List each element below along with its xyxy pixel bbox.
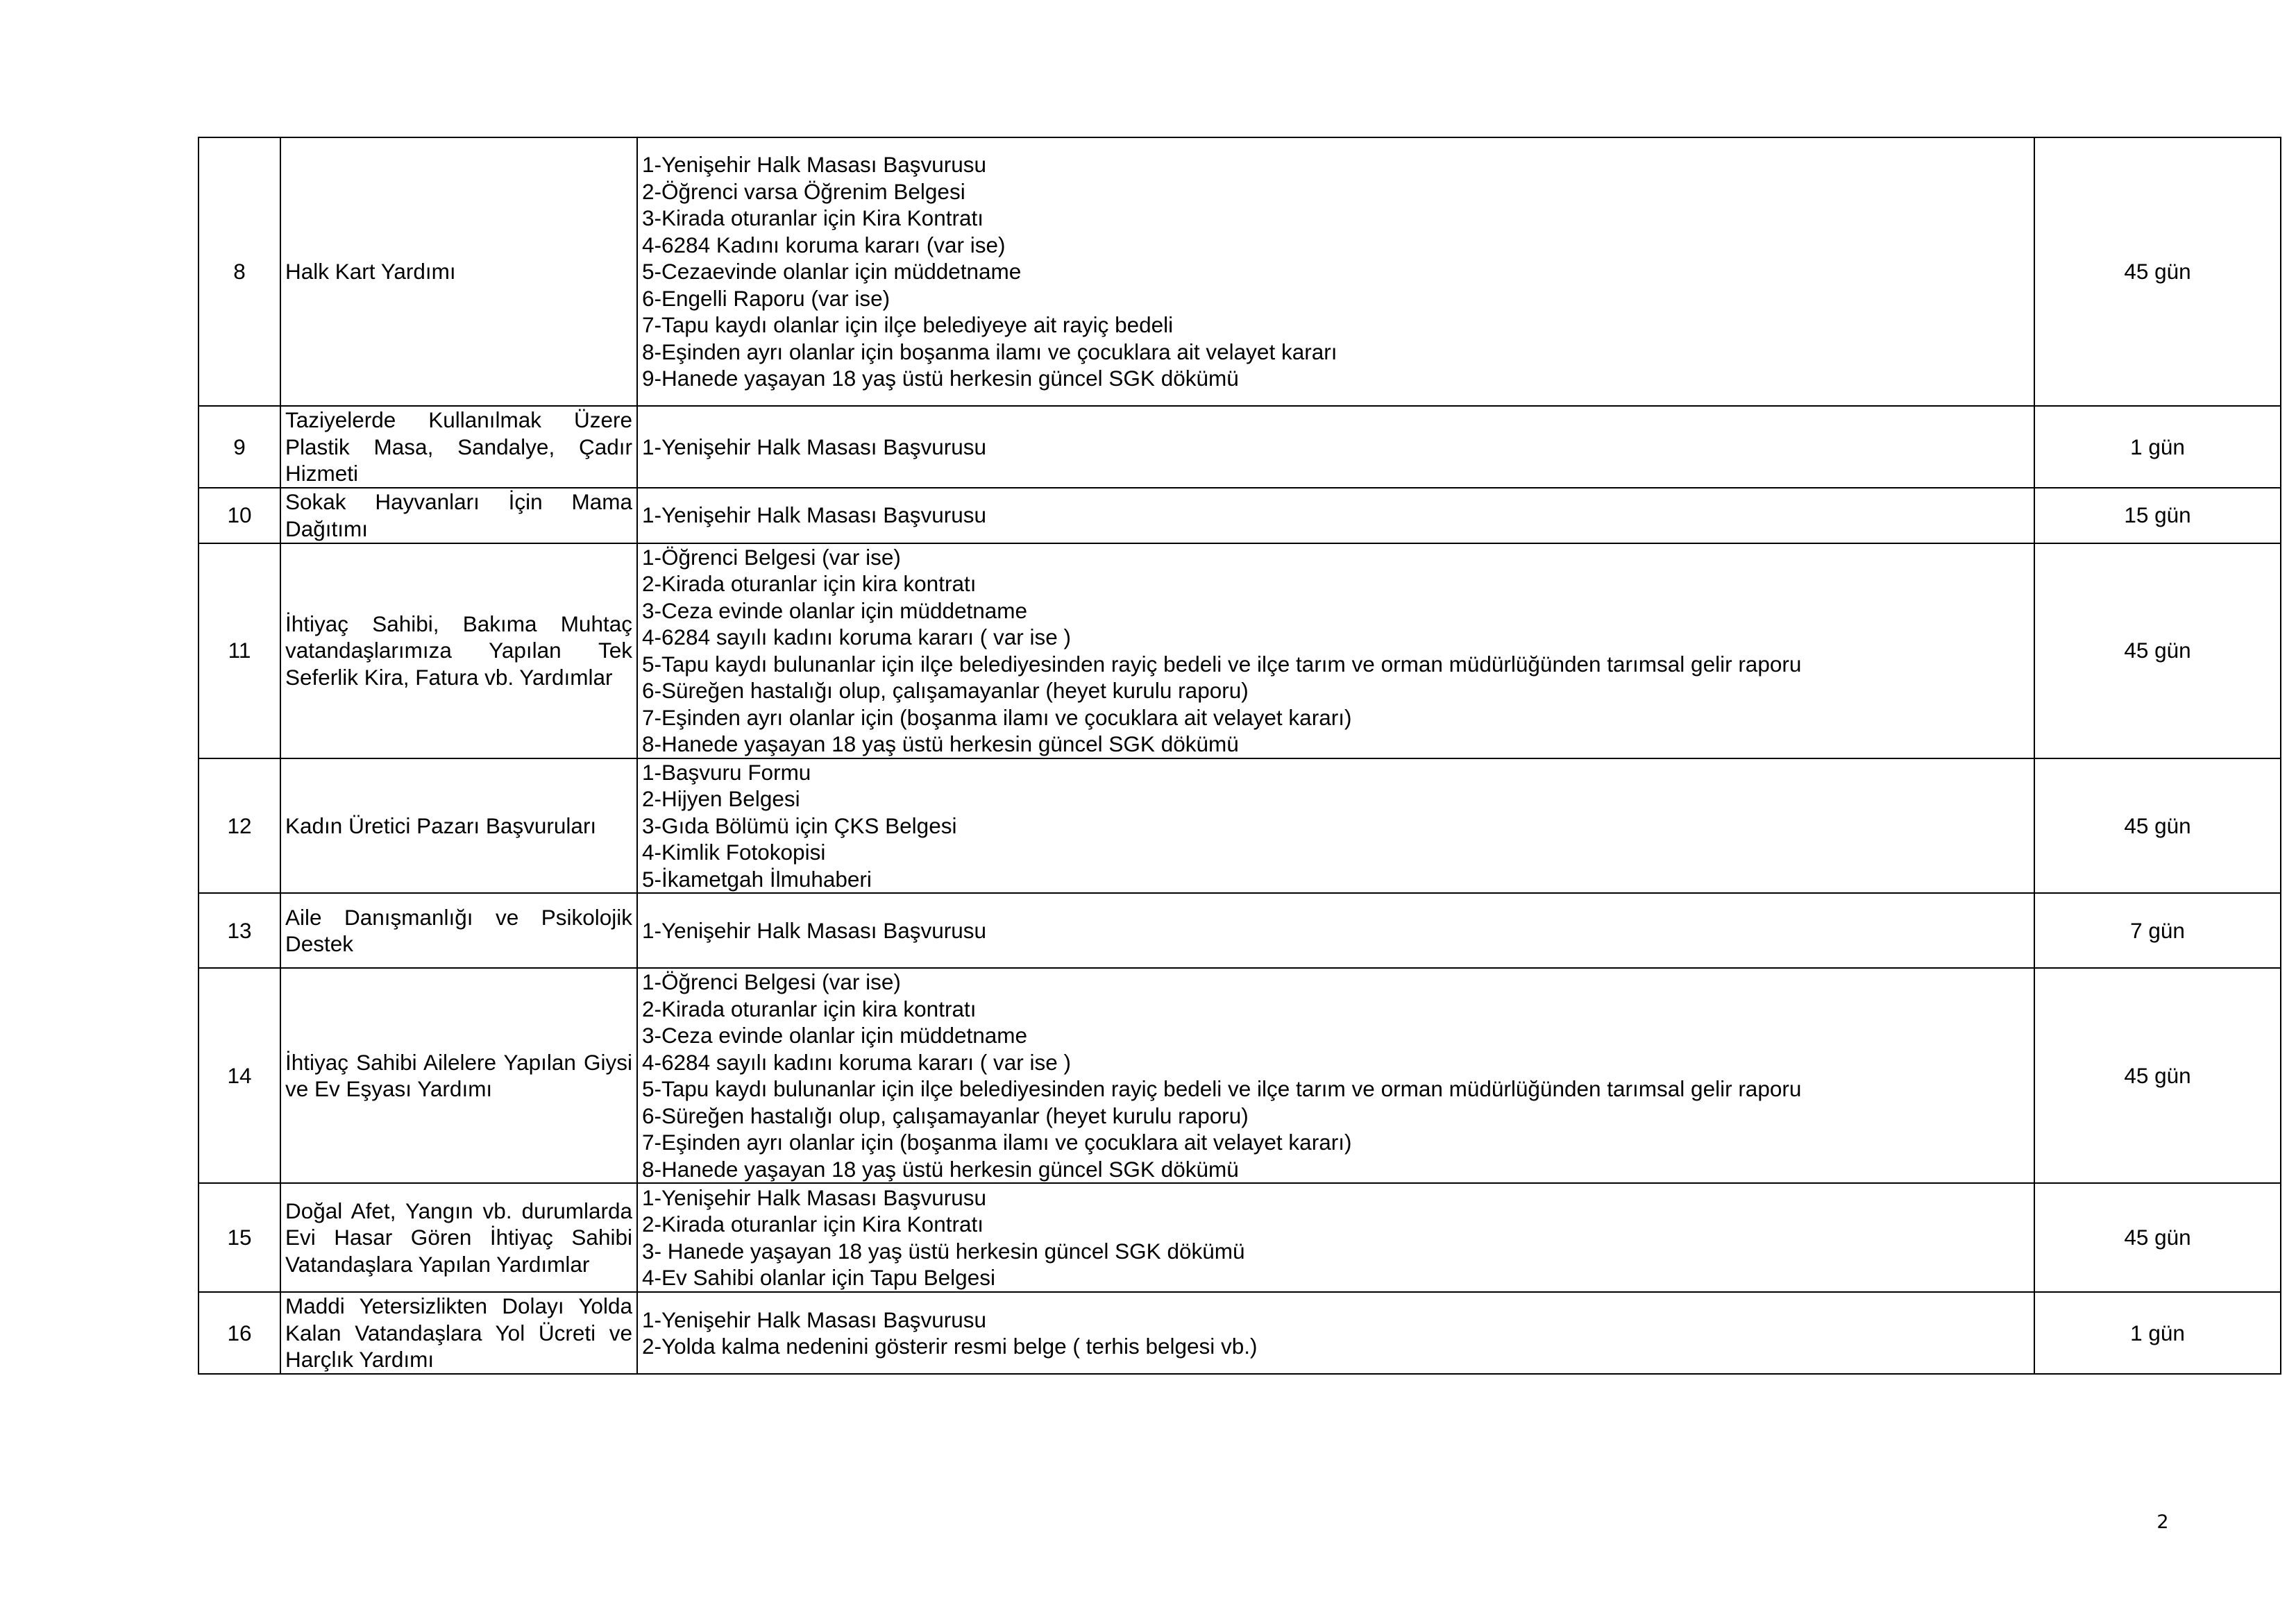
required-document-item: 5-Tapu kaydı bulunanlar için ilçe belediyesinden rayiç bedeli ve ilçe tarım ve orman müdürlüğünden tarımsal gelir raporu (642, 651, 1802, 677)
service-name-cell (280, 758, 637, 894)
service-name-cell (280, 1292, 637, 1374)
required-document-item: 3-Ceza evinde olanlar için müddetname (642, 597, 1028, 623)
required-documents-cell (637, 758, 2034, 894)
required-document-item: 4-Kimlik Fotokopisi (642, 840, 826, 865)
required-documents-cell (637, 1292, 2034, 1374)
table-body (199, 137, 2281, 1374)
required-documents-cell (637, 893, 2034, 968)
completion-time: 7 gün (2034, 893, 2281, 968)
completion-time: 1 gün (2034, 1292, 2281, 1374)
required-document-item: 1-Yenişehir Halk Masası Başvurusu (642, 917, 987, 943)
required-documents-cell (637, 543, 2034, 758)
required-document-item: 6-Engelli Raporu (var ise) (642, 285, 890, 311)
required-document-item: 1-Yenişehir Halk Masası Başvurusu (642, 1307, 987, 1332)
required-document-item: 8-Eşinden ayrı olanlar için boşanma ilamı ve çocuklara ait velayet kararı (642, 339, 1337, 364)
required-document-item: 2-Hijyen Belgesi (642, 786, 800, 811)
service-name-cell (280, 406, 637, 488)
table-row (199, 488, 2281, 543)
service-name-cell (280, 137, 637, 406)
table-row (199, 758, 2281, 894)
required-document-item: 6-Süreğen hastalığı olup, çalışamayanlar (heyet kurulu raporu) (642, 678, 1249, 703)
required-document-item: 6-Süreğen hastalığı olup, çalışamayanlar (heyet kurulu raporu) (642, 1103, 1249, 1128)
service-name: Halk Kart Yardımı (285, 259, 456, 284)
required-documents-cell (637, 1183, 2034, 1292)
required-document-item: 4-6284 Kadını koruma kararı (var ise) (642, 232, 1006, 257)
required-document-item: 1-Başvuru Formu (642, 759, 811, 785)
required-document-item: 9-Hanede yaşayan 18 yaş üstü herkesin güncel SGK dökümü (642, 366, 1239, 391)
required-document-item: 2-Kirada oturanlar için kira kontratı (642, 571, 977, 596)
row-number: 10 (199, 488, 280, 543)
required-document-item: 7-Eşinden ayrı olanlar için (boşanma ilamı ve çocuklara ait velayet kararı) (642, 704, 1352, 730)
required-document-item: 7-Tapu kaydı olanlar için ilçe belediyeye ait rayiç bedeli (642, 312, 1174, 338)
row-number: 14 (199, 968, 280, 1183)
required-document-item: 1-Yenişehir Halk Masası Başvurusu (642, 502, 987, 528)
table-row (199, 1292, 2281, 1374)
service-name: Maddi Yetersizlikten Dolayı Yolda Kalan Vatandaşlara Yol Ücreti ve Harçlık Yardımı (285, 1293, 632, 1373)
required-documents-cell (637, 406, 2034, 488)
required-document-item: 1-Öğrenci Belgesi (var ise) (642, 969, 901, 994)
service-name-cell (280, 543, 637, 758)
service-name: Doğal Afet, Yangın vb. durumlarda Evi Hasar Gören İhtiyaç Sahibi Vatandaşlara Yapılan Yardımlar (285, 1198, 632, 1277)
required-document-item: 3- Hanede yaşayan 18 yaş üstü herkesin güncel SGK dökümü (642, 1238, 1245, 1264)
required-document-item: 2-Yolda kalma nedenini gösterir resmi belge ( terhis belgesi vb.) (642, 1334, 1258, 1359)
row-number: 8 (199, 137, 280, 406)
row-number: 9 (199, 406, 280, 488)
completion-time: 45 gün (2034, 543, 2281, 758)
service-name: Aile Danışmanlığı ve Psikolojik Destek (285, 904, 632, 956)
completion-time: 1 gün (2034, 406, 2281, 488)
required-document-item: 1-Öğrenci Belgesi (var ise) (642, 544, 901, 570)
table-row (199, 543, 2281, 758)
table-row (199, 406, 2281, 488)
row-number: 16 (199, 1292, 280, 1374)
required-document-item: 2-Kirada oturanlar için Kira Kontratı (642, 1212, 984, 1237)
completion-time: 15 gün (2034, 488, 2281, 543)
row-number: 12 (199, 758, 280, 894)
required-documents-cell (637, 137, 2034, 406)
service-name-cell (280, 968, 637, 1183)
required-document-item: 8-Hanede yaşayan 18 yaş üstü herkesin güncel SGK dökümü (642, 731, 1239, 756)
completion-time: 45 gün (2034, 968, 2281, 1183)
row-number: 13 (199, 893, 280, 968)
required-document-item: 7-Eşinden ayrı olanlar için (boşanma ilamı ve çocuklara ait velayet kararı) (642, 1130, 1352, 1155)
required-document-item: 1-Yenişehir Halk Masası Başvurusu (642, 434, 987, 459)
services-table (198, 137, 2281, 1375)
required-document-item: 4-6284 sayılı kadını koruma kararı ( var ise ) (642, 624, 1071, 649)
service-name: Sokak Hayvanları İçin Mama Dağıtımı (285, 489, 632, 541)
required-document-item: 4-6284 sayılı kadını koruma kararı ( var ise ) (642, 1049, 1071, 1075)
required-documents-cell (637, 488, 2034, 543)
required-document-item: 3-Ceza evinde olanlar için müddetname (642, 1023, 1028, 1048)
required-document-item: 5-İkametgah İlmuhaberi (642, 866, 872, 892)
required-document-item: 5-Tapu kaydı bulunanlar için ilçe belediyesinden rayiç bedeli ve ilçe tarım ve orman müdürlüğünden tarımsal gelir raporu (642, 1076, 1802, 1101)
required-document-item: 1-Yenişehir Halk Masası Başvurusu (642, 152, 987, 178)
required-document-item: 4-Ev Sahibi olanlar için Tapu Belgesi (642, 1265, 995, 1290)
table-row (199, 968, 2281, 1183)
table-row (199, 1183, 2281, 1292)
completion-time: 45 gün (2034, 1183, 2281, 1292)
required-document-item: 2-Kirada oturanlar için kira kontratı (642, 996, 977, 1021)
service-name: Kadın Üretici Pazarı Başvuruları (285, 813, 597, 838)
service-name: İhtiyaç Sahibi Ailelere Yapılan Giysi ve Ev Eşyası Yardımı (285, 1049, 632, 1101)
table-row (199, 137, 2281, 406)
required-document-item: 5-Cezaevinde olanlar için müddetname (642, 259, 1022, 284)
service-name-cell (280, 893, 637, 968)
required-document-item: 1-Yenişehir Halk Masası Başvurusu (642, 1184, 987, 1210)
required-document-item: 8-Hanede yaşayan 18 yaş üstü herkesin güncel SGK dökümü (642, 1156, 1239, 1182)
service-name: İhtiyaç Sahibi, Bakıma Muhtaç vatandaşlarımıza Yapılan Tek Seferlik Kira, Fatura vb. Yardımlar (285, 611, 632, 690)
completion-time: 45 gün (2034, 758, 2281, 894)
page-number: 2 (2156, 1511, 2169, 1533)
row-number: 11 (199, 543, 280, 758)
required-document-item: 2-Öğrenci varsa Öğrenim Belgesi (642, 178, 965, 204)
required-document-item: 3-Kirada oturanlar için Kira Kontratı (642, 205, 984, 231)
completion-time: 45 gün (2034, 137, 2281, 406)
service-name: Taziyelerde Kullanılmak Üzere Plastik Masa, Sandalye, Çadır Hizmeti (285, 407, 632, 486)
required-documents-cell (637, 968, 2034, 1183)
service-name-cell (280, 1183, 637, 1292)
table-row (199, 893, 2281, 968)
required-document-item: 3-Gıda Bölümü için ÇKS Belgesi (642, 813, 957, 838)
service-name-cell (280, 488, 637, 543)
row-number: 15 (199, 1183, 280, 1292)
